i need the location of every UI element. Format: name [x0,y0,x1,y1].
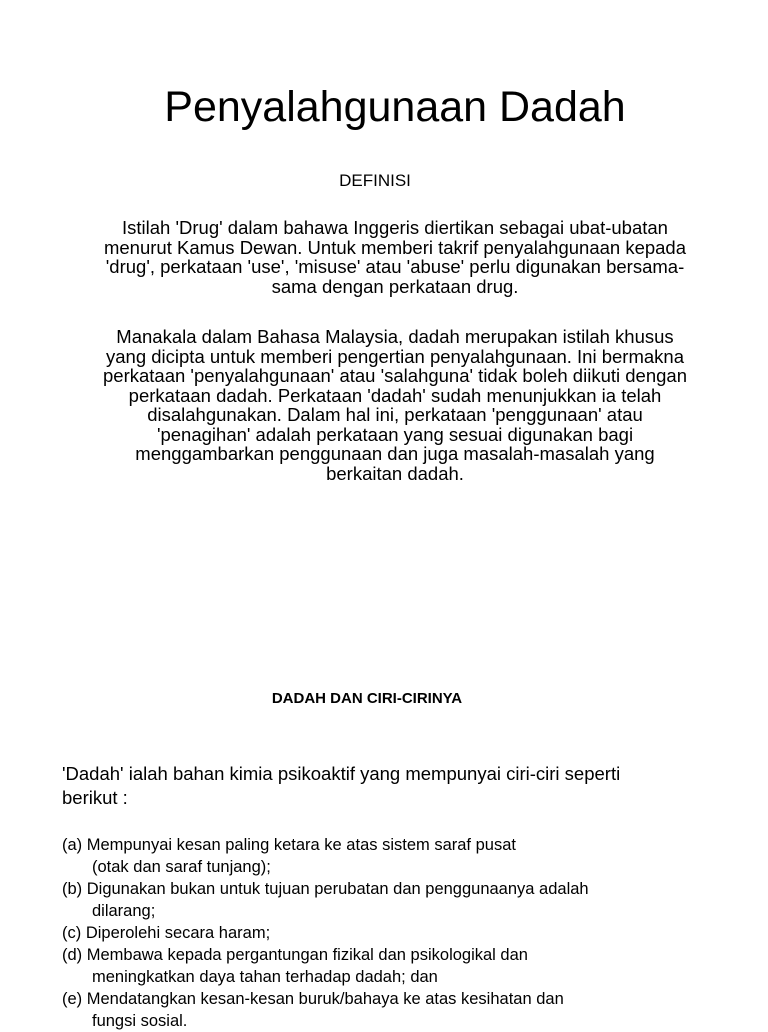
paragraph-line: menggambarkan penggunaan dan juga masalah-masalah yang [135,443,655,464]
definisi-heading: DEFINISI [339,171,411,190]
list-item-b-continuation: dilarang; [92,902,156,920]
intro-paragraph [62,762,742,810]
list-item-d: (d) Membawa kepada pergantungan fizikal dan psikologikal dan [62,946,528,964]
section-heading-dadah-ciri: DADAH DAN CIRI-CIRINYA [271,690,463,707]
paragraph-definition [40,218,750,296]
list-item-a-continuation: (otak dan saraf tunjang); [92,858,271,876]
paragraph-line: disalahgunakan. Dalam hal ini, perkataan 'penggunaan' atau [147,404,643,425]
paragraph-line: 'drug', perkataan 'use', 'misuse' atau 'abuse' perlu digunakan bersama- [105,256,685,277]
paragraph-line: yang dicipta untuk memberi pengertian penyalahgunaan. Ini bermakna [106,345,684,367]
intro-line: 'Dadah' ialah bahan kimia psikoaktif yang mempunyai ciri-ciri seperti [62,763,621,784]
list-item-e: (e) Mendatangkan kesan-kesan buruk/bahaya ke atas kesihatan dan [62,990,564,1008]
list-item-a: (a) Mempunyai kesan paling ketara ke atas sistem saraf pusat [62,836,516,854]
paragraph-line: perkataan dadah. Perkataan 'dadah' sudah menunjukkan ia telah [128,384,662,406]
intro-line: berikut : [62,787,128,808]
paragraph-line: Manakala dalam Bahasa Malaysia, dadah merupakan istilah khusus [116,326,674,347]
paragraph-line: menurut Kamus Dewan. Untuk memberi takrif penyalahgunaan kepada [103,236,687,258]
paragraph-line: 'penagihan' adalah perkataan yang sesuai digunakan bagi [156,423,634,445]
list-item-d-continuation: meningkatkan daya tahan terhadap dadah; dan [92,968,438,986]
paragraph-line: sama dengan perkataan drug. [271,275,519,297]
paragraph-malay-term [40,327,750,483]
paragraph-line: Istilah 'Drug' dalam bahawa Inggeris diertikan sebagai ubat-ubatan [122,217,668,238]
characteristics-list [62,834,752,1032]
list-item-b: (b) Digunakan bukan untuk tujuan perubatan dan penggunaanya adalah [62,880,589,898]
list-item-e-continuation: fungsi sosial. [92,1012,188,1030]
page-title: Penyalahgunaan Dadah [164,83,626,131]
list-item-c: (c) Diperolehi secara haram; [62,924,271,942]
paragraph-line: berkaitan dadah. [326,462,464,484]
paragraph-line: perkataan 'penyalahgunaan' atau 'salahguna' tidak boleh diikuti dengan [103,365,687,386]
